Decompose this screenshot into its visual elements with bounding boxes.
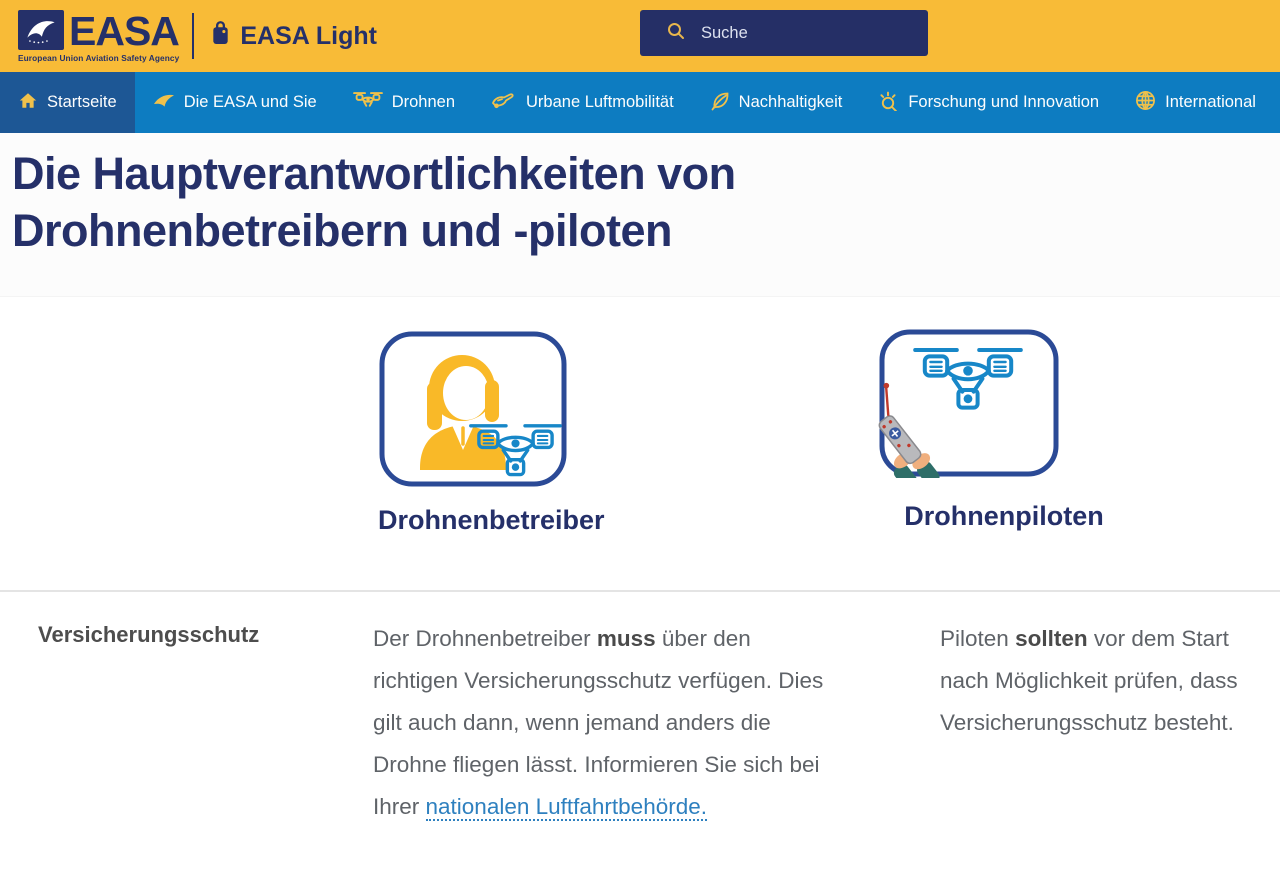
nav-item-drohnen[interactable]: Drohnen [335, 72, 473, 133]
leaf-icon [710, 90, 730, 116]
main-nav [0, 72, 1280, 133]
roles-section [0, 297, 1280, 592]
globe-icon [1135, 90, 1156, 116]
pilot-insurance-text: Piloten sollten vor dem Start nach Möglichkeit prüfen, dass Versicherungsschutz besteht. [940, 626, 1238, 735]
bird-icon [153, 92, 175, 114]
nav-item-nachhaltigkeit[interactable]: Nachhaltigkeit [692, 72, 861, 133]
drone-pilot-icon [878, 328, 1060, 483]
briefcase-icon [209, 20, 232, 53]
easa-wordmark: EASA [69, 8, 179, 55]
product-name: EASA Light [240, 21, 377, 50]
nav-item-startseite[interactable]: Startseite [0, 72, 135, 133]
search-placeholder: Suche [701, 23, 748, 42]
search-input[interactable] [640, 10, 928, 56]
insurance-row-label: Versicherungsschutz [38, 622, 260, 647]
easa-tagline: European Union Aviation Safety Agency [18, 52, 180, 63]
research-icon [878, 90, 899, 116]
drone-icon [353, 91, 383, 115]
pilot-column-label: Drohnenpiloten [904, 501, 1104, 531]
nav-item-die-easa-und-sie[interactable]: Die EASA und Sie [135, 72, 335, 133]
operator-column-label: Drohnenbetreiber [378, 505, 605, 535]
nav-item-international[interactable]: International [1117, 72, 1274, 133]
header-divider [192, 13, 194, 59]
operator-insurance-text: Der Drohnenbetreiber muss über den richtigen Versicherungsschutz verfügen. Dies gilt auch dann, wenn jemand anders die Drohne fliegen lässt. Informieren Sie sich bei Ihrer nationalen Luftfahrtbehörde. [373, 626, 824, 819]
operator-bold-word: muss [596, 626, 656, 651]
easa-logo[interactable] [18, 10, 179, 63]
title-section [0, 133, 1280, 297]
national-aviation-authority-link[interactable]: nationalen Luftfahrtbehörde. [425, 794, 707, 819]
nav-item-urbane-luftmobilitaet[interactable]: Urbane Luftmobilität [473, 72, 692, 133]
insurance-row [0, 592, 1280, 877]
air-vehicle-icon [491, 90, 517, 115]
search-icon [667, 22, 685, 45]
nav-item-forschung-und-innovation[interactable]: Forschung und Innovation [860, 72, 1117, 133]
pilot-bold-word: sollten [1015, 626, 1088, 651]
top-header [0, 0, 1280, 72]
easa-logo-bird-icon [18, 10, 64, 50]
page-title: Die Hauptverantwortlichkeiten von Drohnenbetreibern und -piloten [12, 148, 736, 256]
drone-operator-icon [378, 330, 568, 493]
home-icon [18, 91, 38, 115]
easa-light-link[interactable] [209, 20, 377, 53]
